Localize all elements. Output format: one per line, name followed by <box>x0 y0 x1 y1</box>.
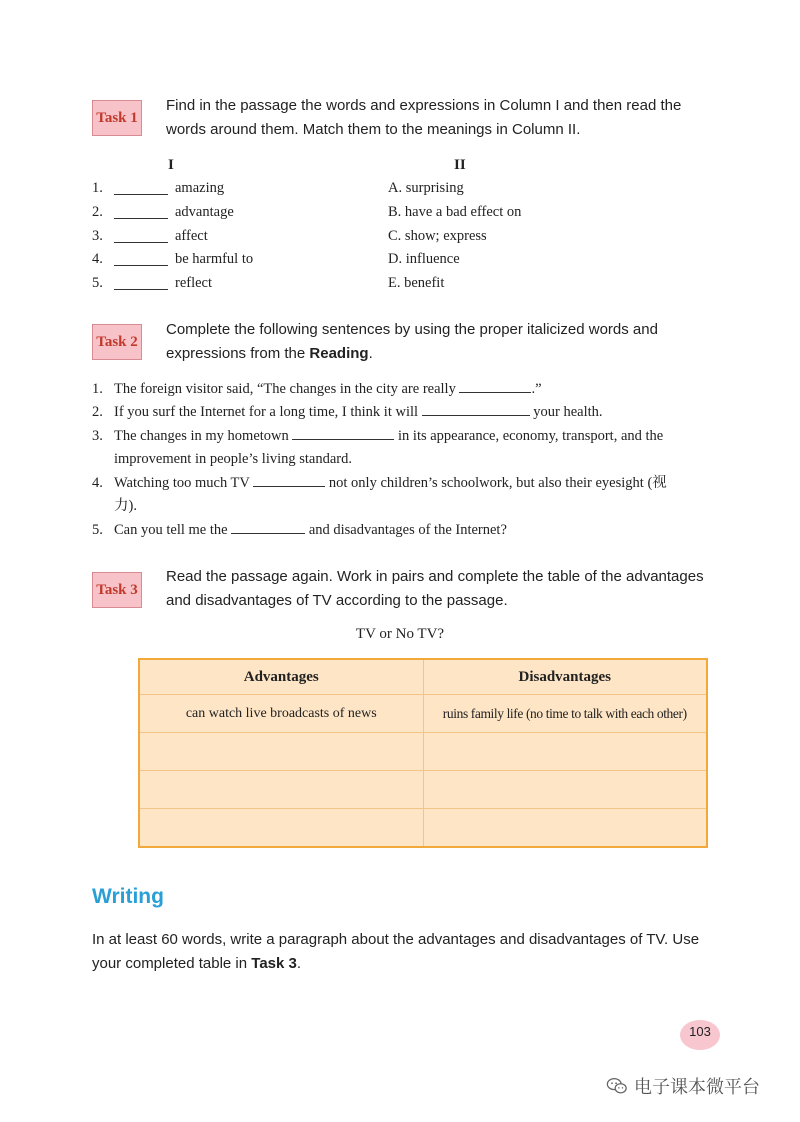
answer-blank <box>231 519 305 534</box>
row-number: 3. <box>92 428 103 444</box>
header-advantages: Advantages <box>139 659 423 695</box>
table-title: TV or No TV? <box>355 626 445 642</box>
writing-heading: Writing <box>92 885 164 908</box>
task2-badge: Task 2 <box>92 324 142 360</box>
sentence-5 <box>92 519 712 542</box>
writing-text: In at least 60 words, write a paragraph about the advantages and disadvantages of TV. Use your completed table in <box>92 931 700 972</box>
match-row <box>92 275 712 297</box>
table-row <box>139 695 707 733</box>
column-ii-meaning: C. show; express <box>388 228 487 244</box>
row-number: 4. <box>92 475 103 491</box>
row-number: 3. <box>92 228 103 244</box>
writing-text: . <box>296 955 302 972</box>
table-cell-empty[interactable] <box>423 809 707 848</box>
sentence-1 <box>92 378 712 401</box>
watermark-text: 电子课本微平台 <box>634 1077 760 1098</box>
answer-blank <box>114 265 168 266</box>
answer-blank <box>292 425 394 440</box>
answer-blank <box>114 242 168 243</box>
column-i-heading: I <box>168 157 174 173</box>
column-i-word: affect <box>175 228 208 244</box>
answer-blank <box>253 472 325 487</box>
sentence-text: .” <box>531 381 542 397</box>
task3-instruction: Read the passage again. Work in pairs and complete the table of the advantages and disadvantages of TV according to the passage. <box>166 568 704 609</box>
match-row <box>92 251 712 273</box>
sentence-text: not only children’s schoolwork, but also their eyesight (视 <box>325 475 667 491</box>
column-i-word: amazing <box>175 180 225 196</box>
instruction-bold: Reading <box>309 345 369 362</box>
page-number: 103 <box>680 1020 720 1050</box>
table-row <box>139 733 707 771</box>
sentence-continuation: improvement in people’s living standard. <box>114 451 352 467</box>
row-number: 2. <box>92 404 103 420</box>
column-ii-meaning: B. have a bad effect on <box>388 204 522 220</box>
advantages-table <box>138 658 708 848</box>
instruction-text: . <box>368 345 373 362</box>
column-ii-meaning: E. benefit <box>388 275 445 291</box>
column-ii-meaning: A. surprising <box>388 180 464 196</box>
sentence-text: in its appearance, economy, transport, and the <box>394 428 664 444</box>
sentence-text: If you surf the Internet for a long time, I think it will <box>114 404 422 420</box>
column-i-word: reflect <box>175 275 213 291</box>
match-row <box>92 204 712 226</box>
row-number: 1. <box>92 180 103 196</box>
row-number: 5. <box>92 275 103 291</box>
match-row <box>92 228 712 250</box>
answer-blank <box>114 289 168 290</box>
row-number: 1. <box>92 381 103 397</box>
table-row <box>139 809 707 848</box>
sentence-continuation: 力). <box>114 498 137 514</box>
column-i-word: advantage <box>175 204 234 220</box>
sentence-text: your health. <box>529 404 603 420</box>
table-cell-empty[interactable] <box>139 771 423 809</box>
instruction-text: Complete the following sentences by using the proper italicized words and expressions from the <box>166 321 658 362</box>
table-cell: ruins family life (no time to talk with each other) <box>423 695 707 733</box>
wechat-icon <box>606 1075 628 1097</box>
sentence-3 <box>92 425 712 471</box>
row-number: 5. <box>92 522 103 538</box>
sentence-text: The changes in my hometown <box>114 428 293 444</box>
answer-blank <box>459 378 531 393</box>
sentence-text: Can you tell me the <box>114 522 232 538</box>
row-number: 4. <box>92 251 103 267</box>
table-cell-empty[interactable] <box>139 809 423 848</box>
row-number: 2. <box>92 204 103 220</box>
sentence-4 <box>92 472 712 518</box>
sentence-2 <box>92 401 712 424</box>
sentence-text: and disadvantages of the Internet? <box>305 522 507 538</box>
header-disadvantages: Disadvantages <box>423 659 707 695</box>
answer-blank <box>114 218 168 219</box>
sentence-text: Watching too much TV <box>114 475 254 491</box>
table-cell-empty[interactable] <box>423 771 707 809</box>
task1-badge: Task 1 <box>92 100 142 136</box>
task2-instruction <box>166 318 714 366</box>
answer-blank <box>114 194 168 195</box>
watermark <box>606 1073 760 1099</box>
match-row <box>92 180 712 202</box>
table-row <box>139 771 707 809</box>
table-cell: can watch live broadcasts of news <box>139 695 423 733</box>
writing-instruction <box>92 928 722 976</box>
task1-instruction: Find in the passage the words and expressions in Column I and then read the words around them. Match them to the meanings in Column II. <box>166 97 682 138</box>
column-ii-meaning: D. influence <box>388 251 460 267</box>
answer-blank <box>422 401 530 416</box>
table-cell-empty[interactable] <box>423 733 707 771</box>
table-header-row <box>139 659 707 695</box>
writing-bold: Task 3 <box>251 955 297 972</box>
column-ii-heading: II <box>454 157 466 173</box>
task3-badge: Task 3 <box>92 572 142 608</box>
column-i-word: be harmful to <box>175 251 254 267</box>
sentence-text: The foreign visitor said, “The changes in the city are really <box>114 381 460 397</box>
table-cell-empty[interactable] <box>139 733 423 771</box>
